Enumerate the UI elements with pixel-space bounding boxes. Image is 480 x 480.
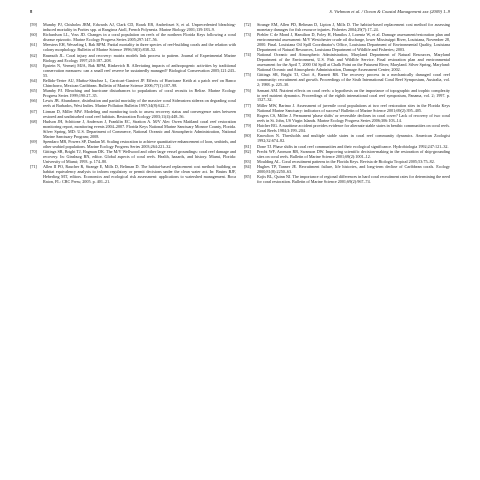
reference-number: [84] <box>244 164 251 170</box>
reference-text: Mumby PJ. Bleaching and hurricane disturbances to populations of coral recruits in Belize. Marine Ecology Progress Series 1999;190:27–35. <box>43 88 236 99</box>
reference-entry <box>30 64 236 79</box>
reference-text: Hatcher BG. A maritime accident provides evidence for alternate stable states in benthic communities on coral reefs. Coral Reefs 1984;3:199–204. <box>257 123 450 134</box>
reference-number: [79] <box>244 123 251 129</box>
reference-number: [73] <box>244 32 251 38</box>
reference-text: National Oceanic and Atmospheric Administration, Maryland Department of Natural Resources, Maryland Department of the Environment, U.S. Fish and Wildlife Service. Final restoration plan and environmental assessment for the April 7, 2000 Oil Spill at Chalk Point on the Patuxent River, Maryland. Silver Spring, Maryland: National Oceanic and Atmospheric Administration, Damage Assessment Center; 2002. <box>257 52 450 73</box>
reference-number: [75] <box>244 72 251 78</box>
reference-text: Lewis JB. Abundance, distribution and partial mortality of the massive coral Siderastrea siderea on degrading coral reefs at Barbados, West Indies. Marine Pollution Bulletin 1997;34(8):622–7. <box>43 98 236 109</box>
reference-text: Richardson LL, Voss JD. Changes in a coral population on reefs of the northern Florida Keys following a coral disease epizootic. Marine Ecology Progress Series 2005;297:147–56. <box>43 32 236 43</box>
reference-entry <box>244 33 450 53</box>
reference-text: Allen II PO, Raucher R, Strange E, Mills D, Beltman D. The habitat-based replacement cost method: building on habitat equivalency analysis to inform regulatory or permit decisions under the clean water act. In: Bruins RJF, Heberling MT, editors. Economics and ecological risk assessment: applications to watershed management. Boca Raton, FL: CRC Press; 2005. p. 401–21. <box>43 164 236 185</box>
reference-text: Rasmuth JL. Coral injury and recovery: matrix models link process to pattern. Journal of Experimental Marine Biology and Ecology 1997;210:187–208. <box>43 52 236 63</box>
reference-number: [76] <box>244 87 251 93</box>
reference-text: Hudson JH, Schittone J, Anderson J, Franklin EC, Stratton A. M/V Alec Owen Maitland coral reef restoration monitoring report, monitoring events 2004–2007. Florida Keys National Marine Sanctuary Monroe County, Florida. Silver Spring, MD: U.S. Department of Commerce, National Oceanic and Atmospheric Administration, National Marine Sanctuary Program; 2008. <box>43 118 236 139</box>
reference-text: Knowlton N. Thresholds and multiple stable states in coral reef community dynamics. American Zoologist 1992;32:674–82. <box>257 133 450 144</box>
reference-number: [74] <box>244 52 251 58</box>
reference-number: [65] <box>30 88 37 94</box>
reference-entry <box>244 175 450 185</box>
reference-text: Miller MW, Barimo J. Assessment of juvenile coral populations at two reef restoration sites in the Florida Keys National Marine Sanctuary: indicators of success? Bulletin of Marine Science 2001;69(2):395–405. <box>257 102 450 113</box>
reference-text: Epstein N, Vermeij MJA, Bak RPM, Rinkevich B. Alleviating impacts of anthropogenic activities by traditional conservation measures: can a small reef reserve be sustainedly managed? Biological Conservation 2005;121:243–55. <box>43 62 236 78</box>
reference-text: Moulding AL. Coral recruitment patterns in the Florida Keys. Revista de Biologia Tropical 2005;53:75–82. <box>257 159 435 164</box>
reference-text: Lirman D, Miller MW. Modeling and monitoring tools to assess recovery status and convergence rates between restored and undisturbed coral reef habitats. Restoration Ecology 2003;11(4):448–56. <box>43 108 236 119</box>
reference-number: [83] <box>244 159 251 164</box>
reference-text: Rogers CS, Miller J. Permanent 'phase shifts' or reversible declines in coral cover? Lack of recovery of two coral reefs in St. John, US Virgin Islands. Marine Ecology Progress Series 2006;306:103–14. <box>257 112 450 123</box>
page-number: 8 <box>30 9 33 14</box>
reference-number: [64] <box>30 77 37 83</box>
reference-number: [77] <box>244 102 251 108</box>
reference-number: [61] <box>30 42 37 48</box>
reference-number: [78] <box>244 112 251 118</box>
reference-text: Hughes TP, Tanner JE. Recruitment failure, life histories, and long-term decline of Caribbean corals. Ecology 2000;81(8):2250–63. <box>257 164 450 175</box>
reference-entry <box>244 89 450 104</box>
references-right-column <box>244 23 450 186</box>
reference-entry <box>30 165 236 185</box>
reference-entry <box>30 150 236 165</box>
reference-number: [63] <box>30 62 37 68</box>
reference-number: [72] <box>244 22 251 27</box>
reference-number: [66] <box>30 98 37 104</box>
reference-entry <box>244 73 450 88</box>
reference-number: [68] <box>30 118 37 124</box>
reference-text: Done TJ. Phase shifts in coral reef communities and their ecological significance. Hydrobiologia 1992;247:121–32. <box>257 143 449 149</box>
running-header <box>30 7 450 17</box>
reference-number: [81] <box>244 143 251 149</box>
reference-number: [69] <box>30 138 37 144</box>
reference-text: Strange EM, Allen PD, Beltman D, Lipton J, Mills D. The habitat-based replacement cost method for assessing monetary damages for fish resource injuries. Fisheries 2004;29(7):17–24. <box>257 22 450 32</box>
reference-text: Piehler C de Mond J, Hamilton D, Foley H, Hamilos J, Lorentz W, et al. Damage assessment/restoration plan and environmental assessment: M/V Westchester crude oil discharge, lower Mississippi River, Louisiana, November 28, 2000. Final. Louisiana Oil Spill Coordinator's Office, Louisiana Department of Environmental Quality, Louisiana Department of Natural Resources, Louisiana Department of Wildlife and Fisheries; 2003. <box>257 32 450 53</box>
reference-text: Kojis BL, Quinn NJ. The importance of regional differences in hard coral recruitment rates for determining the need for coral restoration. Bulletin of Marine Science 2001;69(2):967–74. <box>257 174 450 185</box>
journal-running-title: S. Viehman et al. / Ocean & Coastal Management xxx (2009) 1–9 <box>329 9 450 14</box>
reference-number: [67] <box>30 108 37 114</box>
reference-text: Mumby PJ, Chisholm JRM, Edwards AJ, Clark CD, Roark EB, Andrefouet S, et al. Unprecedented bleaching-induced mortality in Porites spp. at Rangiroa Atoll, French Polynesia. Marine Biology 2001;139:183–9. <box>43 22 236 32</box>
reference-number: [70] <box>30 149 37 155</box>
references-left-column <box>30 23 236 185</box>
reference-number: [60] <box>30 32 37 38</box>
reference-text: Precht WF, Aronson RB, Swanson DW. Improving scientific decision-making in the restoration of ship-grounding sites on coral reefs. Bulletin of Marine Science 2001;69(2):1001–12. <box>257 148 450 159</box>
reference-number: [59] <box>30 22 37 27</box>
reference-text: Bellido-Tertre AU, Muñoz-Sánchez L, Carricart-Ganivet JP. Effects of Hurricane Keith at a patch reef on Banco Chinchorro, Mexican Caribbean. Bulletin of Marine Science 2006;77(1):107–98. <box>43 77 236 88</box>
reference-number: [71] <box>30 164 37 170</box>
reference-text: Meesters EH, Wesseling I, Bak RPM. Partial mortality in three species of reef-building corals and the relation with colony morphology. Bulletin of Marine Science 1996;58(3):838–52. <box>43 42 236 53</box>
reference-text: Gittings SR, Bright TJ, Choi A, Barnett RR. The recovery process in a mechanically damaged coral reef community: recruitment and growth. Proceedings of the Sixth International Coral Reef Symposium, Australia, vol. 2; 1988. p. 225–30. <box>257 72 450 88</box>
reference-text: Szmant AM. Nutrient effects on coral reefs: a hypothesis on the importance of topographic and trophic complexity to reef nutrient dynamics. Proceedings of the eighth international coral reef symposium, Panama, vol. 2; 1997. p. 1527–32. <box>257 87 450 103</box>
reference-entry <box>244 53 450 73</box>
reference-entry <box>30 120 236 140</box>
reference-number: [85] <box>244 174 251 180</box>
reference-number: [80] <box>244 133 251 139</box>
reference-number: [62] <box>30 52 37 58</box>
reference-number: [82] <box>244 148 251 154</box>
reference-text: Spendaro MB, Powers SP, Dunlan M. Scaling restoration to achieve quantitative enhancement of loon, seabirds, and other seabird populations. Marine Ecology Progress Series 2003;264:221–32. <box>43 138 236 149</box>
reference-text: Gittings SR, Bright TJ, Hagman DK. The M/V Wellwood and other large vessel groundings: coral reef damage and recovery. In: Ginsburg RN, editor. Global aspects of coral reefs. Health, hazards, and history. Miami, Florida: University of Miami; 1993. p. 174–80. <box>43 149 236 164</box>
